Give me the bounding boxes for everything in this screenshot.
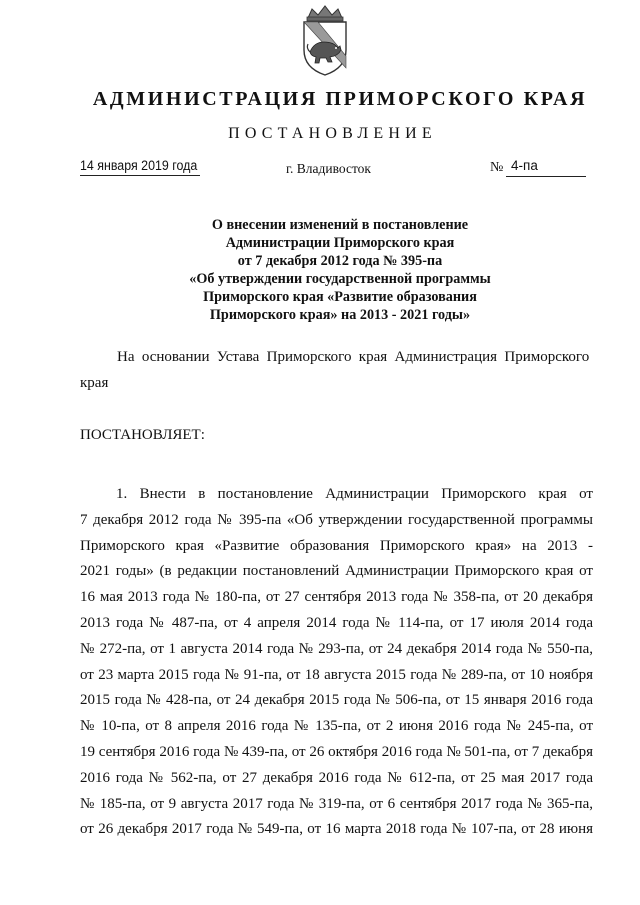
- paragraph-line: 2015 года № 428-па, от 24 декабря 2015 года № 506-па, от 15 января 2016 года: [80, 692, 593, 709]
- paragraph-line: 2013 года № 487-па, от 4 апреля 2014 года № 114-па, от 17 июля 2014 года: [80, 614, 593, 631]
- paragraph-line: № 10-па, от 8 апреля 2016 года № 135-па, от 2 июня 2016 года № 245-па, от: [80, 718, 593, 735]
- paragraph-line: Приморского края «Развитие образования Приморского края» на 2013 -: [80, 537, 593, 554]
- organization-title: АДМИНИСТРАЦИЯ ПРИМОРСКОГО КРАЯ: [92, 88, 588, 110]
- document-city: г. Владивосток: [286, 161, 371, 176]
- document-subject: [120, 216, 560, 324]
- subject-line: Приморского края» на 2013 - 2021 годы»: [209, 307, 471, 323]
- basis-paragraph-line: края: [80, 375, 109, 391]
- paragraph-line: 2021 годы» (в редакции постановлений Администрации Приморского края от: [80, 563, 593, 580]
- subject-line: «Об утверждении государственной программы: [189, 271, 491, 287]
- subject-line: Администрации Приморского края: [225, 235, 455, 251]
- paragraph-line: № 185-па, от 9 августа 2017 года № 319-па, от 6 сентября 2017 года № 365-па,: [80, 795, 593, 812]
- paragraph-line: от 23 марта 2015 года № 91-па, от 18 августа 2015 года № 289-па, от 10 ноября: [80, 666, 593, 683]
- paragraph-line: 2016 года № 562-па, от 27 декабря 2016 года № 612-па, от 25 мая 2017 года: [80, 769, 593, 786]
- date-underline: [80, 175, 200, 176]
- number-label: №: [490, 160, 504, 175]
- number-underline: [506, 176, 586, 177]
- paragraph-line: 7 декабря 2012 года № 395-па «Об утверждении государственной программы: [80, 511, 593, 528]
- paragraph-line: от 26 декабря 2017 года № 549-па, от 16 марта 2018 года № 107-па, от 28 июня: [80, 821, 593, 838]
- paragraph-line: 1. Внести в постановление Администрации Приморского края от: [116, 486, 593, 502]
- item-1-paragraph: [80, 482, 593, 843]
- document-date: 14 января 2019 года: [80, 158, 198, 173]
- paragraph-line: 16 мая 2013 года № 180-па, от 27 сентября 2013 года № 358-па, от 20 декабря: [80, 589, 593, 606]
- subject-line: Приморского края «Развитие образования: [203, 289, 477, 305]
- coat-of-arms-icon: [296, 4, 354, 78]
- resolves-heading: ПОСТАНОВЛЯЕТ:: [80, 427, 205, 443]
- basis-paragraph-line: На основании Устава Приморского края Администрация Приморского: [117, 349, 590, 365]
- document-type: ПОСТАНОВЛЕНИЕ: [228, 125, 437, 142]
- document-number: 4-па: [511, 158, 538, 173]
- paragraph-line: № 272-па, от 1 августа 2014 года № 293-па, от 24 декабря 2014 года № 550-па,: [80, 640, 593, 657]
- subject-line: О внесении изменений в постановление: [211, 217, 469, 233]
- subject-line: от 7 декабря 2012 года № 395-па: [237, 253, 443, 269]
- paragraph-line: 19 сентября 2016 года № 439-па, от 26 октября 2016 года № 501-па, от 7 декабря: [80, 743, 593, 760]
